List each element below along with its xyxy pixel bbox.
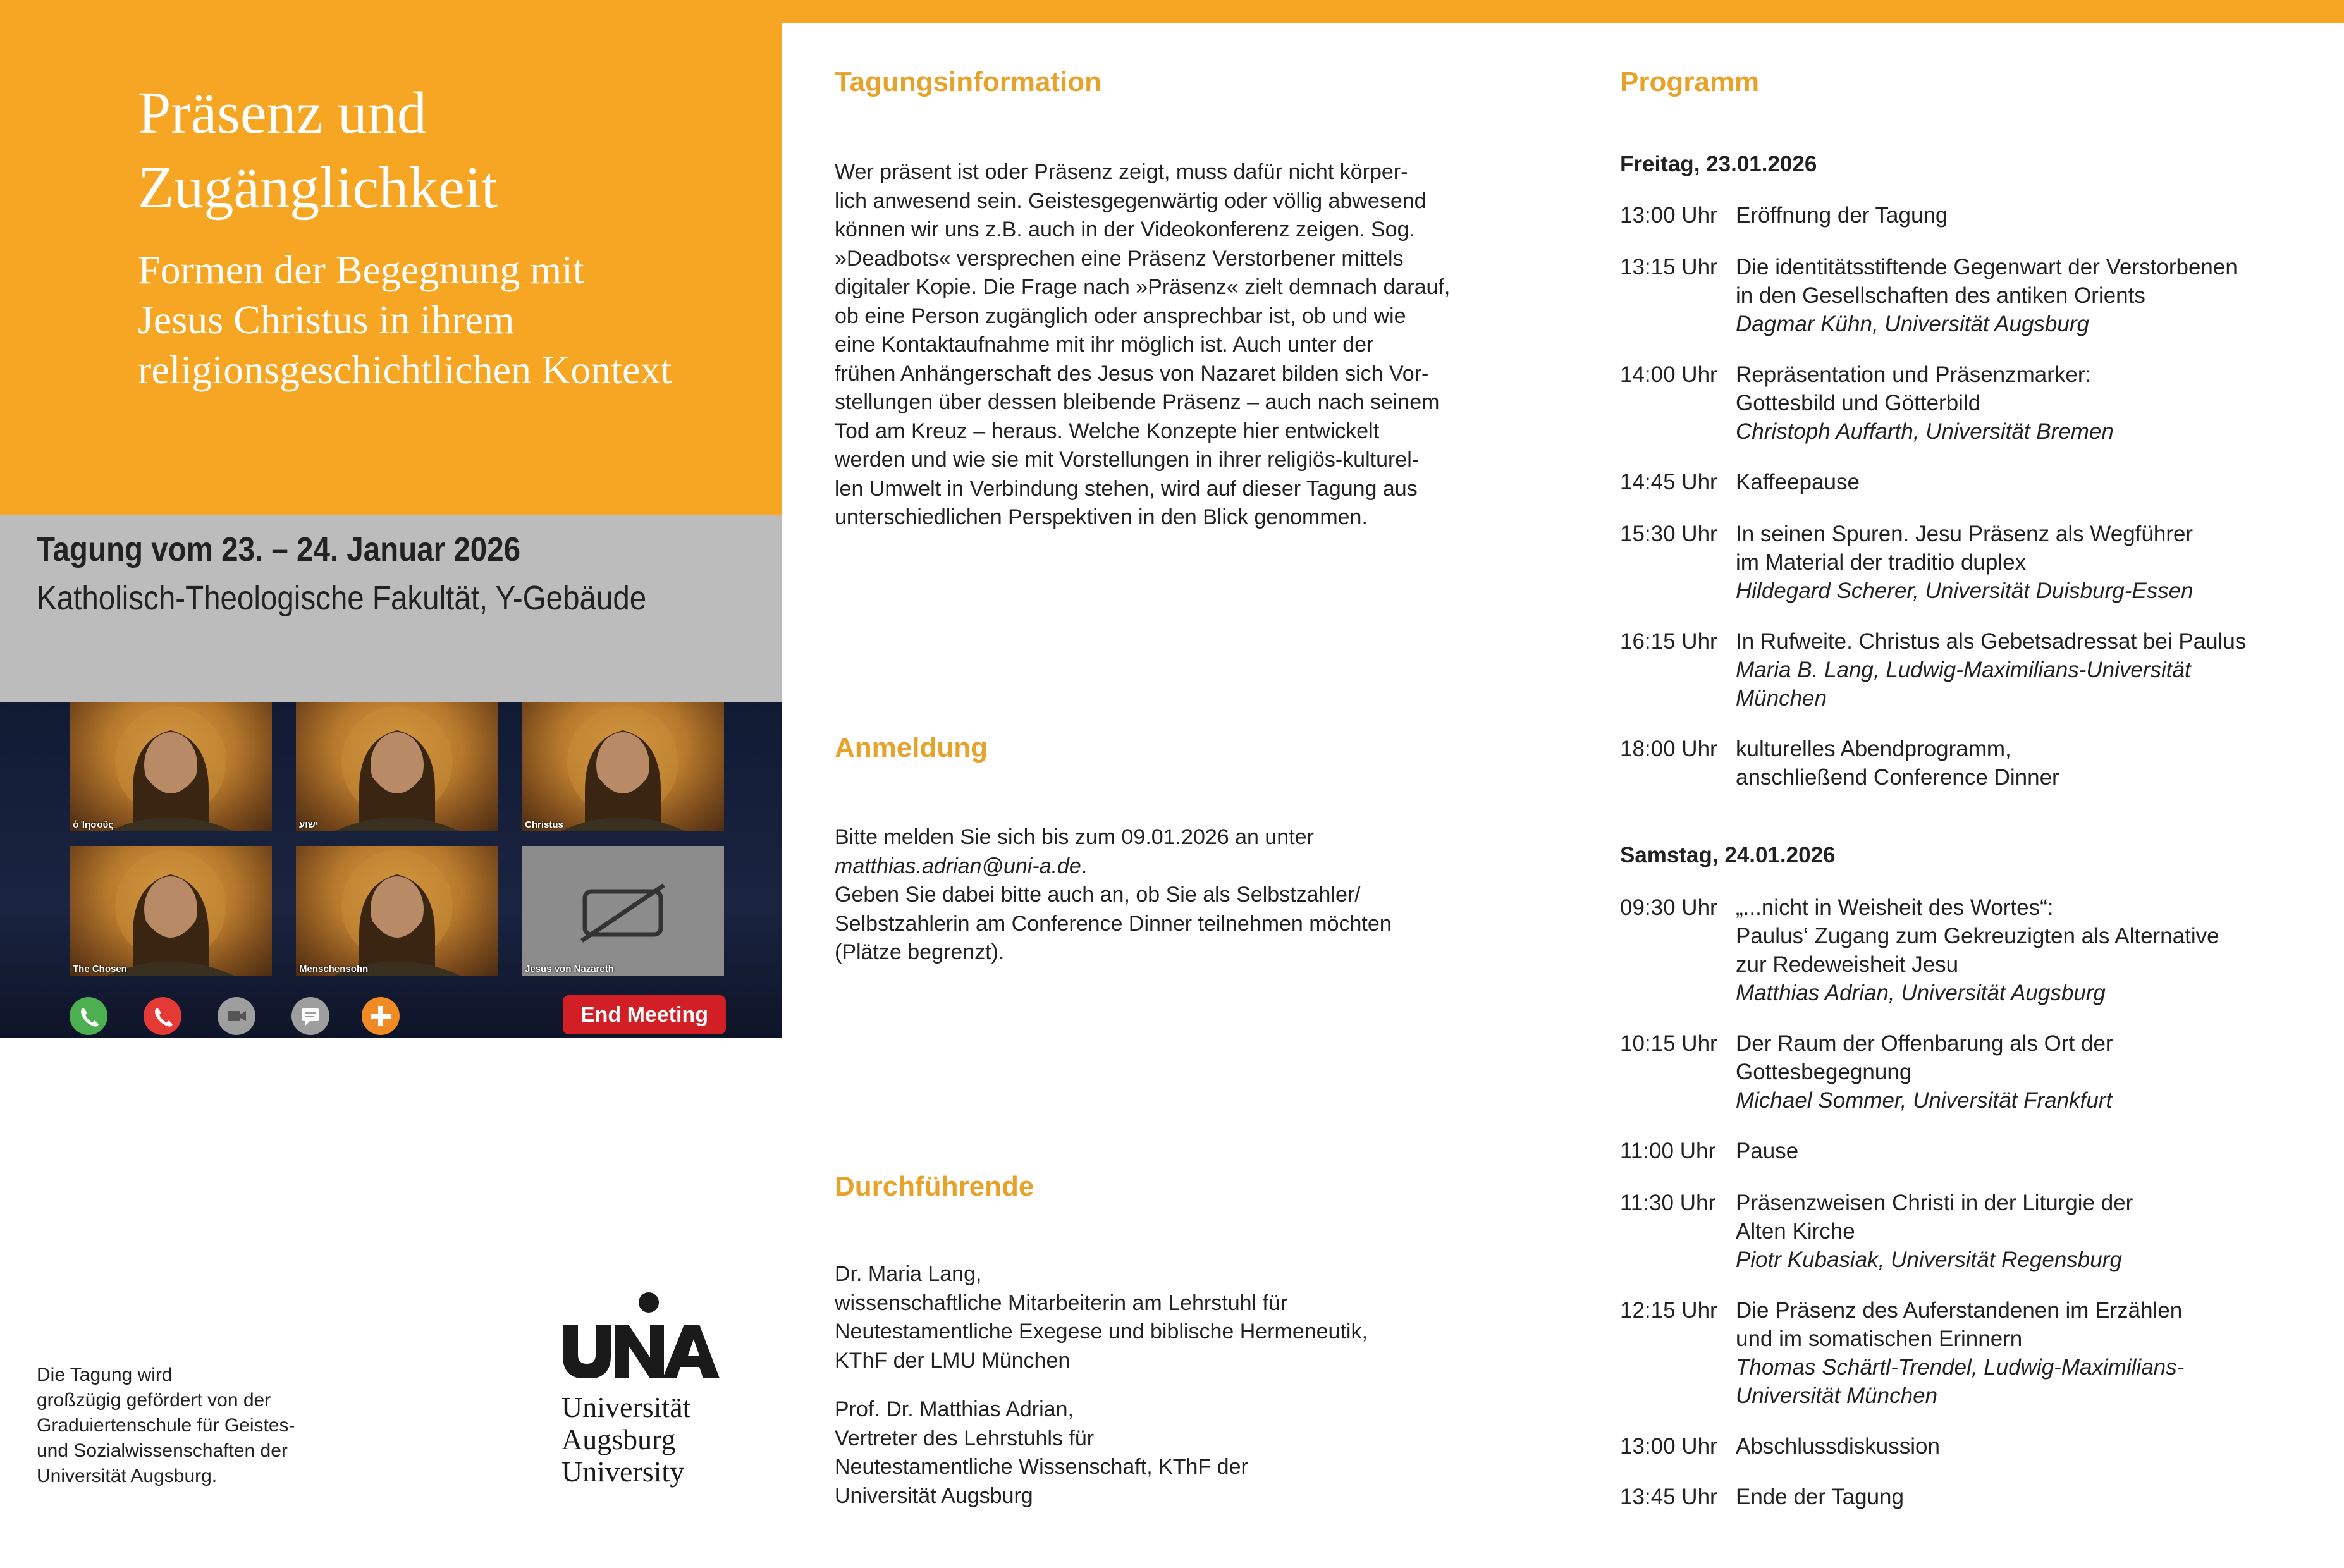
organizer-line: Vertreter des Lehrstuhls für	[835, 1426, 1095, 1450]
info-line: »Deadbots« versprechen eine Präsenz Verstorbener mittels	[835, 246, 1404, 271]
subtitle-line: religionsgeschichtlichen Kontext	[138, 347, 672, 392]
program-time: 13:00 Uhr	[1620, 1434, 1717, 1459]
program-title: und im somatischen Erinnern	[1736, 1326, 2023, 1351]
organizer-line: Dr. Maria Lang,	[835, 1262, 982, 1286]
program-time: 16:15 Uhr	[1620, 629, 1717, 654]
tile-label: Jesus von Nazareth	[525, 964, 614, 974]
email-suffix: .	[1081, 854, 1088, 878]
video-call-illustration	[0, 702, 782, 1038]
icon-portrait-icon	[296, 846, 498, 976]
info-line: Wer präsent ist oder Präsenz zeigt, muss dafür nicht körper-	[835, 160, 1408, 184]
program-title: Gottesbild und Götterbild	[1736, 391, 1981, 415]
logo-line: University	[561, 1455, 685, 1488]
program-title: Der Raum der Offenbarung als Ort der	[1736, 1031, 2113, 1056]
organizers-heading: Durchführende	[835, 1171, 1034, 1202]
info-line: eine Kontaktaufnahme mit ihr möglich ist. Auch unter der	[835, 333, 1374, 357]
program-time: 13:15 Uhr	[1620, 255, 1717, 279]
registration-heading: Anmeldung	[835, 732, 988, 763]
top-accent-stripe	[782, 0, 2344, 23]
title-line: Zugänglichkeit	[138, 155, 498, 221]
sponsor-line: Universität Augsburg.	[37, 1466, 218, 1486]
program-time: 18:00 Uhr	[1620, 737, 1717, 761]
program-time: 11:00 Uhr	[1620, 1139, 1716, 1163]
organizer-1	[835, 1260, 1543, 1375]
program-time: 13:00 Uhr	[1620, 203, 1717, 228]
tile-label: Menschensohn	[299, 964, 369, 974]
program-title: In Rufweite. Christus als Gebetsadressat bei Paulus	[1736, 629, 2247, 654]
program-day-label: Freitag, 23.01.2026	[1620, 152, 1817, 176]
program-speaker: Piotr Kubasiak, Universität Regensburg	[1736, 1247, 2122, 1272]
video-tile	[522, 702, 724, 831]
program-title: Abschlussdiskussion	[1736, 1434, 1940, 1459]
organizer-2	[835, 1395, 1543, 1510]
program-speaker: Thomas Schärtl-Trendel, Ludwig-Maximilians-	[1736, 1355, 2185, 1380]
icon-portrait-icon	[522, 702, 724, 831]
program-time: 15:30 Uhr	[1620, 522, 1717, 546]
icon-portrait-icon	[70, 702, 272, 831]
info-text	[835, 158, 1543, 532]
info-line: frühen Anhängerschaft des Jesus von Nazaret bilden sich Vor-	[835, 361, 1429, 386]
sponsor-note	[37, 1363, 365, 1489]
page-title	[138, 76, 770, 225]
program-title: in den Gesellschaften des antiken Orients	[1736, 283, 2145, 308]
program-title: Paulus‘ Zugang zum Gekreuzigten als Alternative	[1736, 924, 2219, 948]
event-date: Tagung vom 23. – 24. Januar 2026	[37, 530, 521, 568]
program-speaker: Dagmar Kühn, Universität Augsburg	[1736, 312, 2089, 336]
tile-label: The Chosen	[73, 964, 127, 974]
program-title: Die Präsenz des Auferstandenen im Erzählen	[1736, 1298, 2183, 1323]
chat-icon[interactable]	[291, 997, 329, 1035]
program-time: 12:15 Uhr	[1620, 1298, 1717, 1323]
icon-portrait-icon	[296, 702, 498, 831]
program-title: zur Redeweisheit Jesu	[1736, 952, 1959, 977]
subtitle-line: Formen der Begegnung mit	[138, 247, 584, 292]
registration-line: Selbstzahlerin am Conference Dinner teilnehmen möchten	[835, 911, 1392, 936]
program-speaker: Maria B. Lang, Ludwig-Maximilians-Universität	[1736, 658, 2191, 682]
sponsor-line: Graduiertenschule für Geistes-	[37, 1415, 295, 1436]
event-venue: Katholisch-Theologische Fakultät, Y-Gebäude	[37, 579, 647, 617]
title-line: Präsenz und	[138, 80, 427, 146]
end-meeting-button[interactable]: End Meeting	[563, 995, 726, 1034]
program-title: Kaffeepause	[1736, 470, 1860, 494]
page-subtitle	[138, 245, 770, 395]
program-title: Eröffnung der Tagung	[1736, 203, 1948, 228]
program-title: Präsenzweisen Christi in der Liturgie der	[1736, 1191, 2133, 1215]
phone-decline-icon[interactable]	[144, 997, 181, 1035]
program-speaker: München	[1736, 686, 1827, 711]
organizer-line: wissenschaftliche Mitarbeiterin am Lehrstuhl für	[835, 1290, 1288, 1315]
phone-accept-icon[interactable]	[70, 997, 107, 1035]
tile-label: ὁ Ἰησοῦς	[73, 819, 114, 830]
registration-line: Geben Sie dabei bitte auch an, ob Sie als Selbstzahler/	[835, 883, 1361, 907]
organizer-line: Prof. Dr. Matthias Adrian,	[835, 1397, 1074, 1421]
info-heading: Tagungsinformation	[835, 66, 1102, 97]
program-heading: Programm	[1620, 66, 1760, 97]
tile-label: Christus	[525, 819, 563, 830]
registration-line: (Plätze begrenzt).	[835, 940, 1005, 964]
program-title: In seinen Spuren. Jesu Präsenz als Wegführer	[1736, 522, 2194, 546]
logo-line: Universität	[561, 1391, 691, 1423]
info-line: Tod am Kreuz – heraus. Welche Konzepte hier entwickelt	[835, 419, 1380, 443]
university-logo	[561, 1290, 720, 1492]
program-time: 13:45 Uhr	[1620, 1485, 1717, 1509]
info-line: können wir uns z.B. auch in der Videokonferenz zeigen. Sog.	[835, 217, 1415, 242]
sponsor-line: und Sozialwissenschaften der	[37, 1440, 288, 1461]
icon-portrait-icon	[70, 846, 272, 976]
registration-email-line	[835, 852, 1543, 881]
info-line: digitaler Kopie. Die Frage nach »Präsenz« zielt demnach darauf,	[835, 275, 1451, 299]
program-title: Alten Kirche	[1736, 1219, 1855, 1244]
program-title: Gottesbegegnung	[1736, 1060, 1912, 1084]
program-title: kulturelles Abendprogramm,	[1736, 737, 2011, 761]
subtitle-line: Jesus Christus in ihrem	[138, 297, 515, 342]
registration-text	[835, 823, 1543, 967]
video-tile	[70, 846, 272, 976]
logo-line: Augsburg	[561, 1423, 676, 1455]
program-title: „...nicht in Weisheit des Wortes“:	[1736, 895, 2054, 920]
program-day-label: Samstag, 24.01.2026	[1620, 843, 1836, 867]
camera-icon[interactable]	[218, 997, 255, 1035]
info-line: lich anwesend sein. Geistesgegenwärtig oder völlig abwesend	[835, 188, 1427, 213]
video-tile-camera-off	[522, 846, 724, 976]
info-line: len Umwelt in Verbindung stehen, wird auf dieser Tagung aus	[835, 476, 1418, 501]
organizer-line: KThF der LMU München	[835, 1348, 1071, 1373]
add-icon[interactable]	[362, 997, 400, 1035]
program-speaker: Christoph Auffarth, Universität Bremen	[1736, 419, 2114, 444]
program-title: Ende der Tagung	[1736, 1485, 1904, 1509]
program-title: Repräsentation und Präsenzmarker:	[1736, 362, 2092, 387]
program-title: Die identitätsstiftende Gegenwart der Verstorbenen	[1736, 255, 2238, 279]
program-time: 14:45 Uhr	[1620, 470, 1717, 494]
sponsor-line: großzügig gefördert von der	[37, 1390, 271, 1411]
program-title: anschließend Conference Dinner	[1736, 765, 2059, 790]
organizer-line: Neutestamentliche Exegese und biblische Hermeneutik,	[835, 1320, 1368, 1344]
organizer-line: Universität Augsburg	[835, 1483, 1033, 1508]
video-tile	[296, 846, 498, 976]
info-line: stellungen über dessen bleibende Präsenz – auch nach seinem	[835, 390, 1440, 414]
program-speaker: Michael Sommer, Universität Frankfurt	[1736, 1088, 2113, 1113]
program-speaker: Universität München	[1736, 1383, 1938, 1408]
uni-a-logo-icon	[561, 1290, 720, 1378]
organizer-line: Neutestamentliche Wissenschaft, KThF der	[835, 1455, 1248, 1479]
program-time: 10:15 Uhr	[1620, 1031, 1717, 1056]
program-speaker: Matthias Adrian, Universität Augsburg	[1736, 981, 2106, 1005]
program-time: 09:30 Uhr	[1620, 895, 1717, 920]
info-line: unterschiedlichen Perspektiven in den Blick genommen.	[835, 505, 1368, 529]
program-title: im Material der traditio duplex	[1736, 550, 2027, 575]
info-line: werden und wie sie mit Vorstellungen in ihrer religiös-kulturel-	[835, 448, 1420, 472]
registration-email-link[interactable]: matthias.adrian@uni-a.de	[835, 854, 1081, 878]
tile-label: ישוע	[299, 819, 319, 830]
camera-off-icon	[522, 846, 724, 976]
program-time: 14:00 Uhr	[1620, 362, 1717, 387]
program-time: 11:30 Uhr	[1620, 1191, 1716, 1215]
registration-line: Bitte melden Sie sich bis zum 09.01.2026 an unter	[835, 825, 1314, 849]
program-speaker: Hildegard Scherer, Universität Duisburg-Essen	[1736, 579, 2194, 603]
video-tile	[296, 702, 498, 831]
program-title: Pause	[1736, 1139, 1799, 1163]
info-line: ob eine Person zugänglich oder ansprechbar ist, ob und wie	[835, 303, 1406, 328]
video-tile	[70, 702, 272, 831]
sponsor-line: Die Tagung wird	[37, 1364, 173, 1385]
